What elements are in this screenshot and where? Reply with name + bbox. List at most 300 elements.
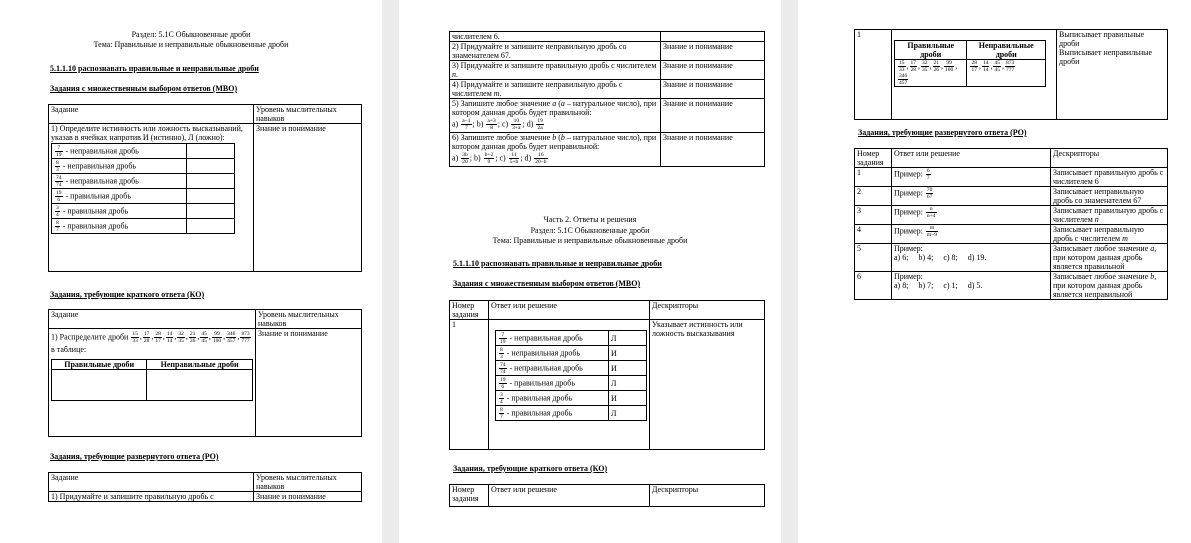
descriptor-text: Записывает неправильную дробь со знаменателем 67 [1053,187,1144,205]
example-label: Пример: [894,226,925,236]
answer-cell [892,168,1051,187]
example-label: Пример: [894,188,925,198]
numerator: 99 [212,331,222,338]
answers-table [449,300,765,450]
example-label: Пример: [894,169,925,179]
answer-cell [892,206,1051,225]
denominator: 35 [922,67,928,73]
truth-value: И [609,346,647,361]
denominator: 45 [201,338,207,344]
answer-row [496,361,647,376]
statement-cell [52,189,187,204]
task-text: ( [556,133,561,142]
task-row [450,42,765,61]
answer-row [496,331,647,346]
fraction [910,60,918,73]
fraction [536,118,544,131]
option-label: d) [526,119,536,129]
number-cell: 1 [450,320,489,450]
task-end: . [456,70,458,79]
answer-cell [187,174,235,189]
descriptor-1: Выписывает правильные дроби [1059,30,1145,48]
truth-value: И [609,361,647,376]
fraction [212,331,222,344]
number-cell: 2 [855,187,892,206]
task-suffix: в таблице: [51,345,87,354]
statement-text: - неправильная дробь [507,332,583,342]
task-row [450,80,765,99]
task-cell [450,32,661,42]
numerator: 21 [933,60,939,66]
proper-header: Правильные дроби [895,41,967,60]
denominator: 8 [490,125,493,131]
denominator: 14 [166,338,173,344]
denominator: 6 [501,383,505,390]
topic-title: Тема: Правильные и неправильные обыкновенные дроби [93,40,289,49]
task-text: 2) Придумайте и запишите неправильную дробь со знаменателем 67. [452,42,627,60]
option-label: b) [473,153,483,163]
fraction [486,118,496,131]
answers-inner-table [495,330,647,421]
statement-cell [52,144,187,159]
task-cell: 1) Придумайте и запишите правильную дробь с [49,492,254,502]
variable: a [1150,244,1155,253]
fraction [921,60,929,73]
level-cell: Знание и понимание [661,133,765,167]
statement-text: - неправильная дробь [504,347,581,357]
descriptor-text: Записывает правильную дробь с числителем [1053,206,1164,224]
numerator: 28 [155,331,161,337]
task-text: – натуральное число), при котором данная дробь будет правильной: [452,99,657,117]
denominator: 777 [241,338,250,344]
topic-title: Тема: Правильные и неправильные обыкновенные дроби [492,236,688,245]
improper-header: Неправильные дроби [147,360,253,370]
answer-row [496,346,647,361]
fraction [926,187,934,200]
denominator: 100 [945,67,954,73]
level-cell: Знание и понимание [256,329,362,437]
answer-cell [892,272,1051,300]
numerator: 14 [166,331,173,337]
ro-heading: Задания, требующие развернутого ответа (РО) [50,452,219,461]
fraction [131,331,139,344]
fraction [509,152,520,165]
col-answer: Ответ или решение [489,485,650,507]
level-cell: Знание и понимание [254,124,362,272]
separator: , [918,61,920,71]
fraction [226,331,236,344]
denominator: 3 [56,166,59,173]
ko-heading: Задания, требующие краткого ответа (КО) [50,290,205,299]
numerator: 19 [500,376,506,383]
denominator: 457 [899,80,908,86]
fraction [970,60,978,73]
col-descriptors: Дескрипторы [650,485,765,507]
denominator: 28 [910,67,916,73]
descriptor-cell [1051,272,1168,300]
task-cell [49,124,254,272]
number-cell: 1 [855,168,892,187]
separator: , [941,61,943,71]
numerator: 3 [500,391,503,398]
numerator: 10 [511,118,521,125]
task-cell [49,329,256,437]
numerator: 15 [899,60,905,66]
separator: ; [469,153,474,163]
denominator: 26 [189,338,196,344]
descriptor-cell [1051,225,1168,244]
denominator: 2a [537,125,543,131]
variable: b [552,133,557,142]
numerator: 28 [971,60,977,66]
col-answer: Ответ или решение [892,149,1051,168]
separator: ; [522,119,527,129]
mc-heading: Задания с множественным выбором ответов (МВО) [50,84,238,93]
col-task: Задание [49,105,254,124]
col-level: Уровень мыслительных навыков [254,473,362,492]
numerator: 8 [56,219,59,226]
task-text: 5) Запишите любое значение [452,99,553,108]
fraction [944,60,954,73]
statement-text: - правильная дробь [507,377,575,387]
col-number: Номер задания [450,301,489,320]
numerator: 873 [1005,60,1015,66]
numerator: 17 [910,60,916,66]
task-cell [450,133,661,167]
fraction [499,362,507,375]
fraction [177,331,185,344]
fraction [926,206,937,219]
statements-table [51,143,235,234]
statement-row [52,189,235,204]
numerator: 3b [462,152,468,158]
task-end: . [499,89,502,98]
number-cell: 4 [855,225,892,244]
option-label: b) [476,119,486,129]
task-cell [450,99,661,133]
denominator: 17 [971,67,977,73]
separator: , [237,332,240,342]
mc-heading: Задания с множественным выбором ответов (МВО) [453,279,641,288]
descriptor-text: Записывает любое значение [1053,272,1151,281]
numerator: 45 [994,60,1000,66]
statement-cell [52,219,187,234]
answer-cell [892,225,1051,244]
col-level: Уровень мыслительных навыков [254,105,362,124]
truth-value: Л [609,331,647,346]
denominator: 4 [56,211,59,218]
denominator: 45 [994,67,1000,73]
answer-row [496,391,647,406]
ko-task-table [48,309,362,437]
denominator: 3 [500,353,503,360]
denominator: 9 [487,159,491,165]
task-row [450,61,765,80]
col-descriptors: Дескрипторы [1051,149,1168,168]
fraction [1005,60,1015,73]
task-row [450,32,765,42]
task-text: 4) Придумайте и запишите неправильную дробь с числителем [452,80,623,98]
denominator: 33 [899,67,905,73]
denominator: m−9 [926,232,938,238]
example-values: а) 6; b) 4; c) 8; d) 19. [894,253,987,262]
answer-cell [892,244,1051,272]
descriptor-text: Записывает неправильную дробь с числителем [1053,225,1144,243]
numerator: 32 [922,60,928,66]
numerator: b+2 [484,152,494,158]
fraction [499,392,504,405]
denominator: 7 [56,226,59,233]
answer-row [855,206,1168,225]
answer-row [855,187,1168,206]
option-label: а) [452,119,461,129]
descriptor-cell [1051,187,1168,206]
statement-row [52,219,235,234]
denominator: 17 [155,338,161,344]
section-title: Раздел: 5.1С Обыкновенные дроби [530,226,650,235]
answer-cell [187,144,235,159]
sorted-table [894,40,1046,87]
descriptor-text: , при котором данная дробь является правильной [1053,244,1157,271]
denominator: 74 [500,368,506,375]
denominator: 7 [500,413,503,420]
separator: ; [497,119,502,129]
fraction [926,168,931,181]
example-label: Пример: [894,207,925,217]
fraction [55,145,63,158]
statement-text: - правильная дробь [60,205,129,215]
sort-table [51,359,253,401]
denominator: n+4 [926,213,936,219]
level-cell: Знание и понимание [661,80,765,99]
statement-cell [52,159,187,174]
fraction [898,73,908,86]
numerator: 99 [944,60,954,67]
document-page-3 [798,0,1191,543]
col-task: Задание [49,473,254,492]
fraction [461,152,469,165]
fraction [511,118,521,131]
level-cell [661,32,765,42]
statement-text: - правильная дробь [504,392,573,402]
numerator: 45 [201,331,207,337]
fraction [898,60,906,73]
numerator: a+3 [487,118,496,124]
number-cell: 5 [855,244,892,272]
fraction [55,190,63,203]
option-label: c) [501,119,511,129]
separator: , [978,61,981,71]
denominator: 6 [57,196,61,203]
statement-text: - неправильная дробь [507,362,583,372]
task-text: ( [556,99,561,108]
denominator: 3+a [512,125,521,131]
statement-cell [496,391,609,406]
fraction [461,118,471,131]
task-text: 1) Определите истинность или ложность высказываний, указав в ячейках напротив И (истинно), Л (ложно): [51,124,243,142]
task-text: – натуральное число), при котором данная дробь будет неправильной: [452,133,657,151]
statement-row [52,174,235,189]
statement-cell [496,346,609,361]
numerator: 16 [534,152,547,159]
statement-cell [496,361,609,376]
ro-answers-table [854,148,1168,300]
statement-cell [52,204,187,219]
statement-text: - неправильная дробь [63,175,139,185]
example-values: а) 8; b) 7; c) 1; d) 5. [894,281,983,290]
numerator: 6 [926,168,930,174]
numerator: 32 [178,331,184,337]
variable: m [1120,234,1128,243]
improper-cell [147,370,253,401]
ro-heading: Задания, требующие развернутого ответа (РО) [858,128,1027,137]
numerator: 346 [227,331,236,337]
fraction [993,60,1001,73]
fraction-list [130,331,251,344]
numerator: 346 [899,73,908,79]
answer-cell [892,187,1051,206]
truth-value: Л [609,376,647,391]
task-cell [450,80,661,99]
learning-goal: 5.1.1.10 распознавать правильные и неправильные дроби [453,259,662,268]
denominator: 20 [462,159,468,165]
numerator: 21 [189,331,196,337]
numerator: 70 [926,187,933,193]
fraction [154,331,162,344]
separator: , [139,332,142,342]
separator: , [906,61,909,71]
descriptor-cell [1057,30,1168,120]
col-number: Номер задания [450,485,489,507]
separator: , [151,332,154,342]
fraction [499,332,507,345]
denominator: 457 [227,338,236,344]
numerator: 8 [56,159,59,166]
descriptor-cell: Указывает истинность или ложность высказывания [650,320,765,450]
numerator: n [926,206,937,213]
option-label: c) [499,153,508,163]
answer-row [496,406,647,421]
answer-cell [187,219,235,234]
statement-cell [496,376,609,391]
options [452,152,658,165]
ko-answers-table [449,484,765,507]
answer-row [496,376,647,391]
task-prefix: 1) Распределите дроби [51,332,129,342]
fraction [166,331,177,344]
statement-cell [496,331,609,346]
separator: , [174,332,177,342]
section-title: Раздел: 5.1С Обыкновенные дроби [131,30,251,39]
level-cell: Знание и понимание [661,42,765,61]
fraction [55,160,60,173]
number-cell: 6 [855,272,892,300]
variable: b [560,133,565,142]
denominator: 20−b [535,159,547,165]
separator: , [929,61,932,71]
col-answer: Ответ или решение [489,301,650,320]
numerator: 8 [500,406,503,413]
separator: , [990,61,993,71]
answer-row [855,168,1168,187]
denominator: 67 [926,194,933,200]
fraction [926,225,938,238]
denominator: 19 [500,338,506,345]
number-cell: 3 [855,206,892,225]
separator: , [1001,61,1004,71]
separator: , [208,332,211,342]
fraction [534,152,547,165]
denominator: 74 [56,181,62,188]
task-text: 3) Придумайте и запишите правильную дробь с числителем [452,61,657,70]
variable: n [1092,215,1099,224]
numerator: 11 [509,152,520,159]
statement-text: - правильная дробь [63,190,131,200]
truth-value: И [609,391,647,406]
task-text [452,99,658,117]
numerator: 19 [537,118,543,124]
denominator: 5+b [509,159,519,165]
separator: , [223,332,226,342]
fraction [933,60,941,73]
separator: ; [495,153,500,163]
numerator: 14 [982,60,989,66]
denominator: 33 [132,338,138,344]
task-text: 6) Запишите любое значение [452,133,553,142]
fraction [499,377,507,390]
fraction [499,407,504,420]
separator: ; [472,119,477,129]
fraction [55,220,60,233]
numerator: 7 [499,332,507,339]
numerator: m [926,225,938,232]
fraction [189,331,200,344]
option-label: a) [452,153,461,163]
statement-text: - правильная дробь [504,407,573,417]
mc-task-table [48,104,362,272]
numerator: 74 [56,174,62,181]
numerator: 19 [56,189,62,196]
task-text [452,133,658,151]
level-cell: Знание и понимание [254,492,362,502]
numerator: 3 [56,204,59,211]
descriptor-cell [1051,206,1168,225]
fraction [143,331,154,344]
options [452,118,658,131]
variable: n [452,70,456,79]
task-cell [450,61,661,80]
separator: , [185,332,188,342]
answer-row [855,225,1168,244]
task-cell [450,42,661,61]
truth-value: Л [609,406,647,421]
answer-cell [489,320,650,450]
numerator: 8 [500,346,503,353]
denominator: 26 [933,67,939,73]
option-label: d) [524,153,534,163]
number-cell: 1 [855,30,892,120]
denominator: 777 [1005,67,1015,73]
task-text [51,331,253,355]
denominator: 7 [926,175,930,181]
descriptor-text: , при котором данная дробь является неправильной [1053,272,1157,299]
col-number: Номер задания [855,149,892,168]
variable: m [491,89,500,98]
fraction [55,205,60,218]
fraction [200,331,208,344]
col-task: Задание [49,310,256,329]
variable: a [560,99,565,108]
